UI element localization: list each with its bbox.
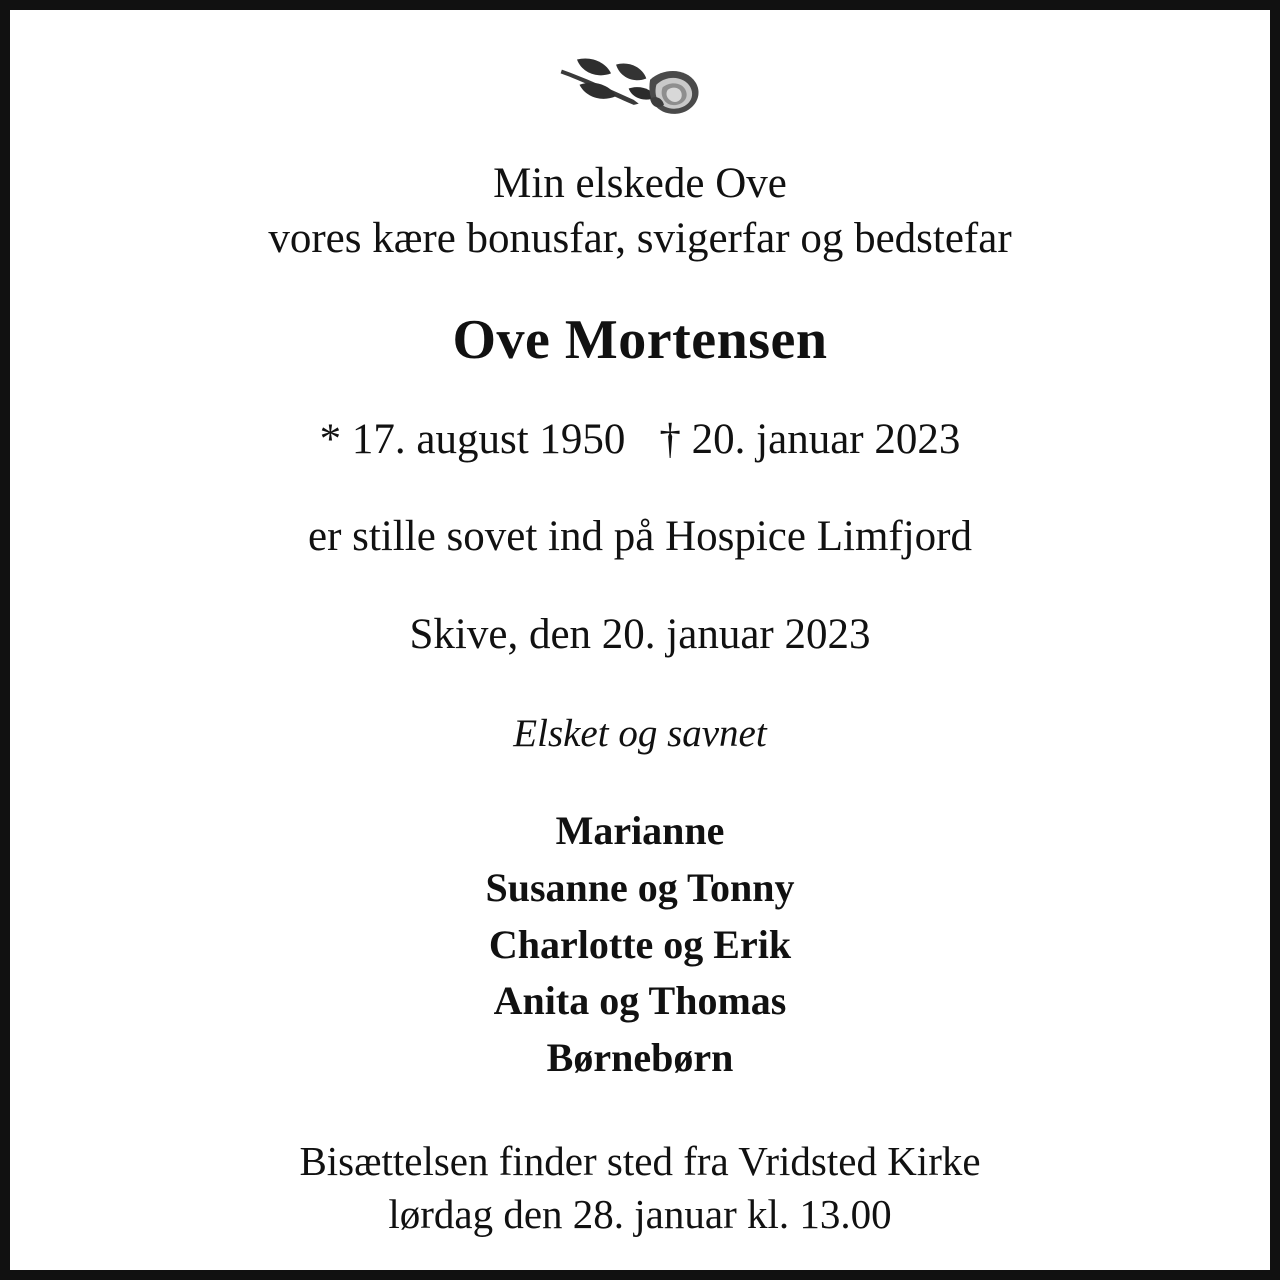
- birth-date: * 17. august 1950: [319, 415, 626, 463]
- list-item: Børnebørn: [546, 1035, 734, 1081]
- funeral-details: [299, 1135, 980, 1240]
- intro-line-1: Min elskede Ove: [493, 160, 787, 208]
- life-dates: [320, 415, 961, 466]
- list-item: Charlotte og Erik: [488, 921, 792, 967]
- funeral-line-1: Bisættelsen finder sted fra Vridsted Kirke: [299, 1138, 981, 1185]
- list-item: Susanne og Tonny: [485, 864, 795, 910]
- passing-place: er stille sovet ind på Hospice Limfjord: [308, 512, 972, 560]
- list-item: Marianne: [555, 808, 725, 854]
- epitaph: Elsket og savnet: [513, 712, 767, 756]
- intro-text: [268, 159, 1011, 264]
- rose-icon: [510, 52, 770, 121]
- survivors-list: [485, 803, 794, 1087]
- city-and-date: Skive, den 20. januar 2023: [409, 611, 871, 659]
- funeral-line-2: lørdag den 28. januar kl. 13.00: [388, 1190, 892, 1237]
- list-item: Anita og Thomas: [493, 978, 787, 1024]
- death-date: † 20. januar 2023: [659, 415, 961, 463]
- deceased-name: Ove Mortensen: [452, 308, 828, 371]
- intro-line-2: vores kære bonusfar, svigerfar og bedstefar: [268, 215, 1012, 263]
